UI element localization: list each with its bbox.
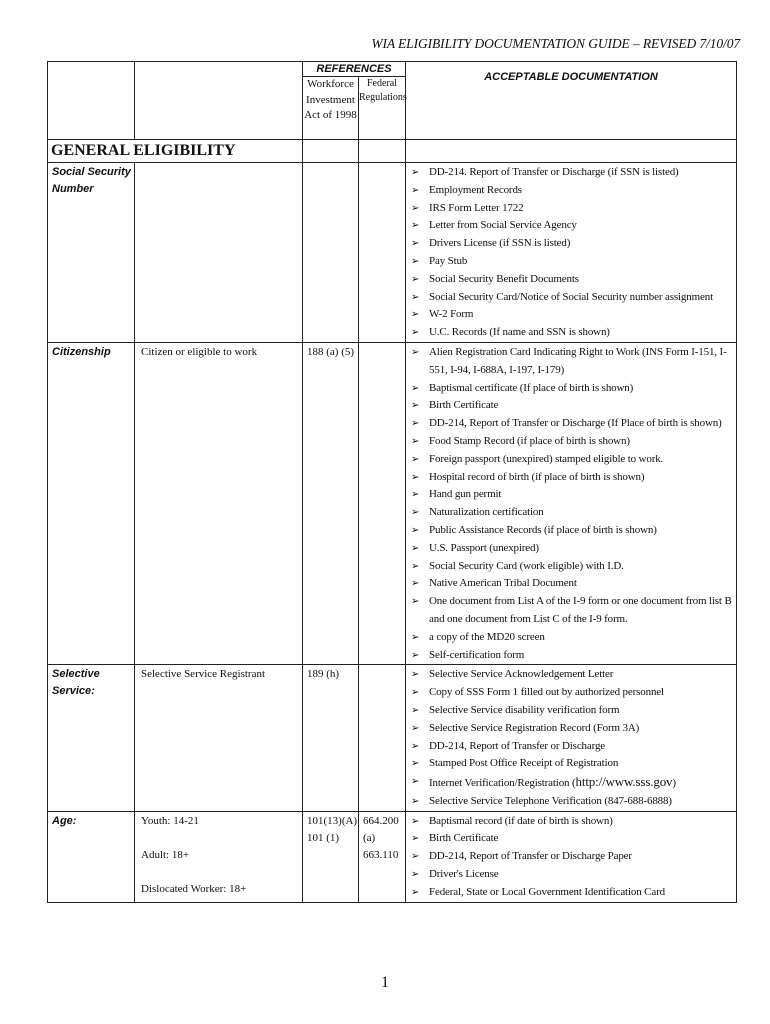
- page-number: 1: [381, 974, 389, 991]
- list-item: ➢ Self-certification form: [406, 647, 736, 665]
- docs-list: [406, 343, 736, 664]
- list-item: ➢ Baptismal certificate (If place of birth is shown): [406, 380, 736, 398]
- list-item: ➢ W-2 Form: [406, 306, 736, 324]
- bullet-arrow-icon: ➢: [411, 687, 420, 699]
- fed-ref-cell: [359, 665, 406, 811]
- row-label: Selective Service:: [48, 665, 135, 811]
- list-item: ➢ DD-214, Report of Transfer or Discharge (If Place of birth is shown): [406, 415, 736, 433]
- bullet-arrow-icon: ➢: [411, 669, 420, 681]
- list-item: ➢ Public Assistance Records (if place of birth is shown): [406, 522, 736, 540]
- list-item: ➢ Social Security Benefit Documents: [406, 271, 736, 289]
- list-item: ➢ Internet Verification/Registration (http://www.sss.gov): [411, 774, 676, 790]
- list-item: ➢ Employment Records: [406, 182, 736, 200]
- bullet-arrow-icon: ➢: [411, 722, 420, 734]
- list-item: ➢ U.S. Passport (unexpired): [406, 540, 736, 558]
- list-item: ➢ Pay Stub: [406, 253, 736, 271]
- wia-ref-cell: 188 (a) (5): [303, 342, 359, 664]
- criteria-cell: Youth: 14-21 Adult: 18+ Dislocated Worker: 18+: [135, 811, 303, 902]
- bullet-arrow-icon: ➢: [411, 631, 420, 643]
- section-title: GENERAL ELIGIBILITY: [48, 140, 303, 163]
- bullet-arrow-icon: ➢: [411, 184, 420, 196]
- federal-regulations-heading: Federal Regulations: [359, 77, 406, 140]
- list-item: ➢ Naturalization certification: [406, 504, 736, 522]
- wia-ref-cell: 101(13)(A) 101 (1): [303, 811, 359, 902]
- row-label: Social Security Number: [48, 163, 135, 343]
- bullet-arrow-icon: ➢: [411, 418, 420, 430]
- wia-ref-cell: [303, 163, 359, 343]
- bullet-arrow-icon: ➢: [411, 776, 420, 788]
- header-blank-2: [135, 62, 303, 140]
- list-item: ➢ Drivers License (if SSN is listed): [406, 235, 736, 253]
- eligibility-table: [47, 61, 737, 903]
- bullet-arrow-icon: ➢: [411, 833, 420, 845]
- list-item: ➢ Hospital record of birth (if place of birth is shown): [406, 469, 736, 487]
- bullet-arrow-icon: ➢: [411, 524, 420, 536]
- docs-list: [406, 665, 736, 773]
- list-item: ➢ IRS Form Letter 1722: [406, 200, 736, 218]
- fed-ref-cell: [359, 342, 406, 664]
- acceptable-documentation-heading: ACCEPTABLE DOCUMENTATION: [406, 62, 737, 140]
- row-label: Citizenship: [48, 342, 135, 664]
- list-item: ➢ One document from List A of the I-9 form or one document from list B and one document from List C of the I-9 form.: [411, 595, 732, 625]
- bullet-arrow-icon: ➢: [411, 886, 420, 898]
- list-item: ➢ DD-214, Report of Transfer or Discharge: [406, 738, 736, 756]
- row-social-security: [48, 163, 737, 343]
- list-item: ➢ Selective Service Registration Record (Form 3A): [406, 720, 736, 738]
- section-row: [48, 140, 737, 163]
- list-item: ➢ a copy of the MD20 screen: [406, 629, 736, 647]
- list-item: ➢ Hand gun permit: [406, 486, 736, 504]
- criteria-cell: [135, 163, 303, 343]
- row-citizenship: [48, 342, 737, 664]
- list-item: ➢ Alien Registration Card Indicating Right to Work (INS Form I-151, I-551, I-94, I-688A, I-197, I-179): [411, 345, 727, 376]
- list-item: ➢ DD-214. Report of Transfer or Discharge (if SSN is listed): [406, 164, 736, 182]
- list-item: ➢ Baptismal record (if date of birth is shown): [406, 813, 736, 831]
- list-item: ➢ Driver's License: [406, 866, 736, 884]
- wia-heading: Workforce Investment Act of 1998: [303, 77, 359, 140]
- list-item: ➢ DD-214, Report of Transfer or Discharge Paper: [406, 848, 736, 866]
- bullet-arrow-icon: ➢: [411, 578, 420, 590]
- list-item: ➢ Letter from Social Service Agency: [406, 217, 736, 235]
- bullet-arrow-icon: ➢: [411, 649, 420, 661]
- references-heading: REFERENCES: [303, 62, 406, 77]
- row-selective-service: [48, 665, 737, 811]
- bullet-arrow-icon: ➢: [411, 435, 420, 447]
- bullet-arrow-icon: ➢: [411, 740, 420, 752]
- bullet-arrow-icon: ➢: [411, 327, 420, 339]
- bullet-arrow-icon: ➢: [411, 489, 420, 501]
- document-header: WIA ELIGIBILITY DOCUMENTATION GUIDE – REVISED 7/10/07: [371, 36, 740, 51]
- docs-cell: [406, 163, 737, 343]
- bullet-arrow-icon: ➢: [411, 869, 420, 881]
- list-item: ➢ Birth Certificate: [406, 397, 736, 415]
- bullet-arrow-icon: ➢: [411, 453, 420, 465]
- bullet-arrow-icon: ➢: [411, 309, 420, 321]
- docs-cell: [406, 665, 737, 811]
- list-item: ➢ U.C. Records (If name and SSN is shown): [406, 324, 736, 342]
- criteria-cell: Selective Service Registrant: [135, 665, 303, 811]
- header-blank-1: [48, 62, 135, 140]
- header-row-1: [48, 62, 737, 77]
- fed-ref-cell: 664.200 (a) 663.110: [359, 811, 406, 902]
- bullet-arrow-icon: ➢: [411, 400, 420, 412]
- row-label: Age:: [48, 811, 135, 902]
- list-item: ➢ Federal, State or Local Government Identification Card: [406, 884, 736, 902]
- list-item: ➢ Social Security Card/Notice of Social Security number assignment: [406, 289, 736, 307]
- bullet-arrow-icon: ➢: [411, 758, 420, 770]
- bullet-arrow-icon: ➢: [411, 471, 420, 483]
- criteria-cell: Citizen or eligible to work: [135, 342, 303, 664]
- bullet-arrow-icon: ➢: [411, 291, 420, 303]
- list-item: ➢ Social Security Card (work eligible) with I.D.: [406, 558, 736, 576]
- list-item: ➢ Selective Service Telephone Verification (847-688-6888): [406, 793, 736, 811]
- list-item: ➢ Food Stamp Record (if place of birth is shown): [406, 433, 736, 451]
- list-item: ➢ Selective Service disability verification form: [406, 702, 736, 720]
- bullet-arrow-icon: ➢: [411, 815, 420, 827]
- docs-cell: [406, 342, 737, 664]
- bullet-arrow-icon: ➢: [411, 255, 420, 267]
- bullet-arrow-icon: ➢: [411, 382, 420, 394]
- list-item: ➢ Birth Certificate: [406, 830, 736, 848]
- bullet-arrow-icon: ➢: [411, 542, 420, 554]
- bullet-arrow-icon: ➢: [411, 202, 420, 214]
- bullet-arrow-icon: ➢: [411, 851, 420, 863]
- bullet-arrow-icon: ➢: [411, 273, 420, 285]
- fed-ref-cell: [359, 163, 406, 343]
- sss-link[interactable]: http://www.sss.gov: [575, 774, 673, 790]
- list-item: ➢ Stamped Post Office Receipt of Registration: [406, 755, 736, 773]
- bullet-arrow-icon: ➢: [411, 167, 420, 178]
- list-item: ➢ Copy of SSS Form 1 filled out by authorized personnel: [406, 684, 736, 702]
- bullet-arrow-icon: ➢: [411, 795, 420, 807]
- bullet-arrow-icon: ➢: [411, 560, 420, 572]
- bullet-arrow-icon: ➢: [411, 238, 420, 250]
- wia-ref-cell: 189 (h): [303, 665, 359, 811]
- docs-list: [406, 812, 736, 902]
- bullet-arrow-icon: ➢: [411, 220, 420, 232]
- list-item: ➢ Selective Service Acknowledgement Letter: [406, 666, 736, 684]
- list-item: ➢ Foreign passport (unexpired) stamped eligible to work.: [406, 451, 736, 469]
- docs-cell: [406, 811, 737, 902]
- bullet-arrow-icon: ➢: [411, 507, 420, 519]
- docs-list: [406, 163, 736, 342]
- bullet-arrow-icon: ➢: [411, 704, 420, 716]
- bullet-arrow-icon: ➢: [411, 596, 420, 608]
- list-item: ➢ Native American Tribal Document: [406, 575, 736, 593]
- bullet-arrow-icon: ➢: [411, 346, 420, 358]
- row-age: [48, 811, 737, 902]
